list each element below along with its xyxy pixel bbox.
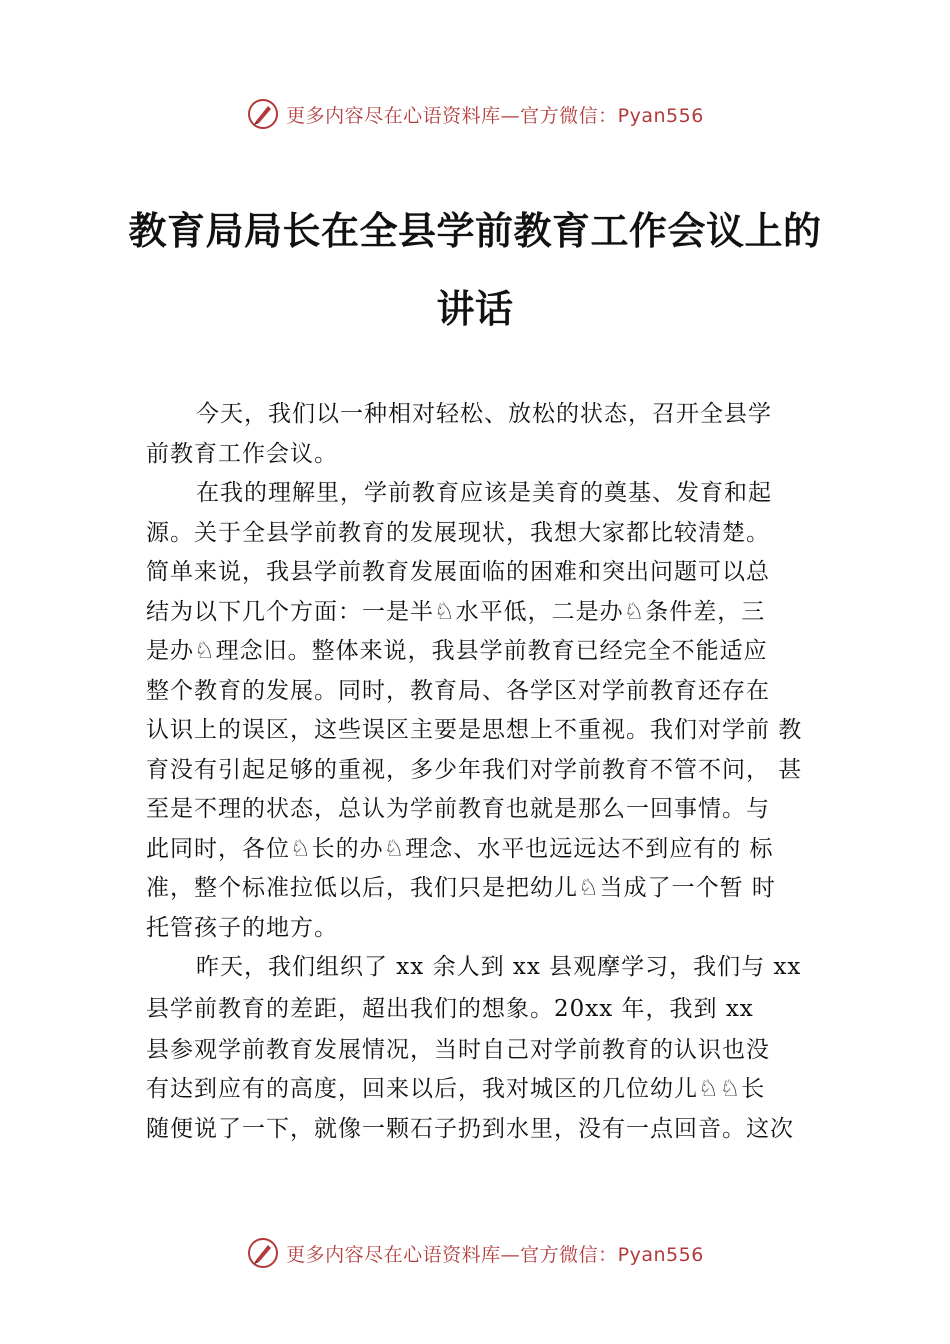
pen-logo-icon	[246, 1236, 280, 1270]
watermark-text	[286, 1240, 704, 1267]
body-line: 县参观学前教育发展情况，当时自己对学前教育的认识也没	[146, 1036, 770, 1063]
body-line: 昨天，我们组织了 xx 余人到 xx 县观摩学习，我们与 xx	[196, 954, 802, 980]
watermark-text	[286, 101, 704, 128]
body-line: 托管孩子的地方。	[146, 914, 338, 941]
body-line: 至是不理的状态，总认为学前教育也就是那么一回事情。与	[146, 796, 770, 822]
document-title-line-2: 讲话	[436, 286, 514, 331]
watermark-text-cn: 更多内容尽在心语资料库—官方微信：	[286, 104, 618, 127]
watermark-text-latin: Pyan556	[617, 1243, 704, 1266]
body-line: 结为以下几个方面：一是半♘水平低，二是办♘条件差，三	[146, 598, 766, 625]
body-line: 在我的理解里，学前教育应该是美育的奠基、发育和起	[196, 480, 772, 506]
body-line: 认识上的误区，这些误区主要是思想上不重视。我们对学前 教	[146, 717, 803, 743]
watermark-text-latin: Pyan556	[617, 104, 704, 127]
body-line: 是办♘理念旧。整体来说，我县学前教育已经完全不能适应	[146, 638, 768, 664]
body-line: 简单来说，我县学前教育发展面临的困难和突出问题可以总	[146, 559, 770, 585]
footer-watermark	[0, 1233, 950, 1273]
body-line: 县学前教育的差距，超出我们的想象。20xx 年，我到 xx	[146, 995, 754, 1022]
body-line: 育没有引起足够的重视，多少年我们对学前教育不管不问， 甚	[146, 756, 803, 783]
body-line: 前教育工作会议。	[146, 440, 338, 467]
body-line: 此同时，各位♘长的办♘理念、水平也远远达不到应有的 标	[146, 835, 774, 862]
body-line: 随便说了一下，就像一颗石子扔到水里，没有一点回音。这次	[146, 1115, 794, 1142]
header-watermark	[0, 94, 950, 134]
pen-logo-icon	[246, 97, 280, 131]
body-line: 源。关于全县学前教育的发展现状，我想大家都比较清楚。	[146, 519, 770, 546]
document-body	[146, 395, 836, 1149]
watermark-text-cn: 更多内容尽在心语资料库—官方微信：	[286, 1243, 618, 1266]
body-line: 准，整个标准拉低以后，我们只是把幼儿♘当成了一个暂 时	[146, 875, 776, 901]
body-line: 有达到应有的高度，回来以后，我对城区的几位幼儿♘♘长	[146, 1076, 766, 1102]
body-line: 今天，我们以一种相对轻松、放松的状态，召开全县学	[196, 401, 772, 427]
body-line: 整个教育的发展。同时，教育局、各学区对学前教育还存在	[146, 677, 770, 704]
document-title-line-1: 教育局局长在全县学前教育工作会议上的	[128, 208, 822, 253]
